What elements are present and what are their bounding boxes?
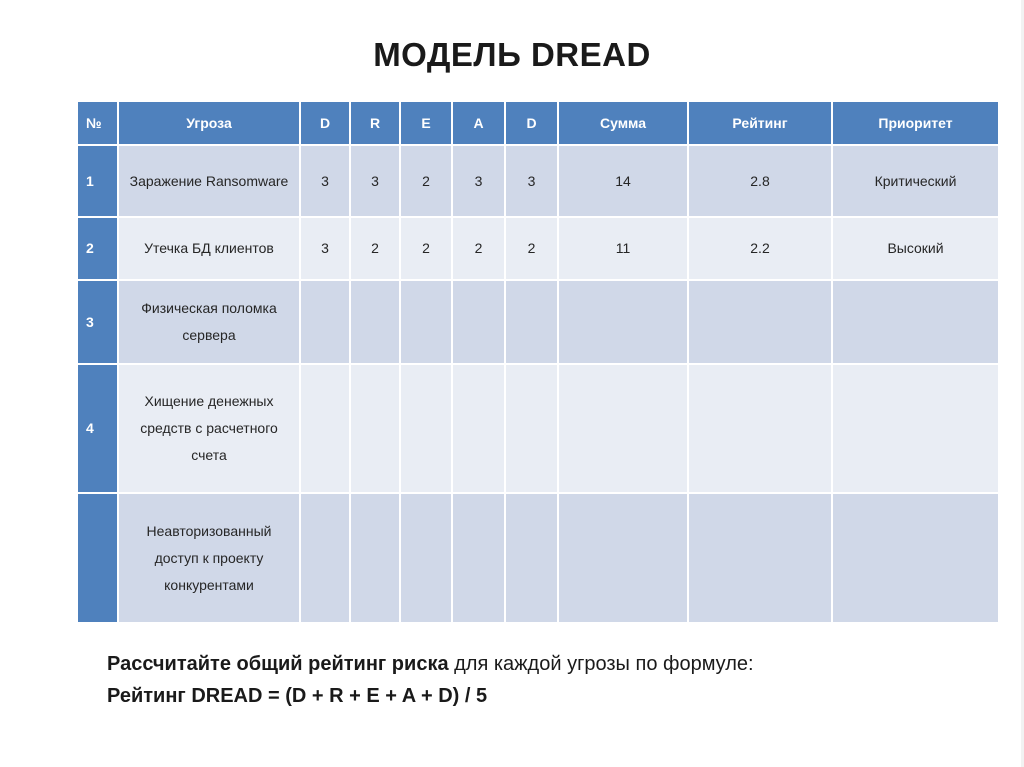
rating-cell	[688, 280, 832, 364]
threat-cell: Физическая поломка сервера	[118, 280, 300, 364]
instruction-line	[107, 648, 754, 680]
header-sum: Сумма	[558, 101, 688, 145]
priority-cell	[832, 493, 999, 623]
header-priority: Приоритет	[832, 101, 999, 145]
header-affected-users: A	[452, 101, 505, 145]
header-threat: Угроза	[118, 101, 300, 145]
instruction-bold-text: Рассчитайте общий рейтинг риска	[107, 653, 449, 675]
damage-cell: 3	[300, 217, 350, 280]
threat-cell: Утечка БД клиентов	[118, 217, 300, 280]
reproducibility-cell: 3	[350, 145, 400, 217]
damage-cell	[300, 364, 350, 493]
damage-cell	[300, 280, 350, 364]
header-discoverability: D	[505, 101, 558, 145]
priority-cell: Высокий	[832, 217, 999, 280]
sum-cell: 14	[558, 145, 688, 217]
discoverability-cell	[505, 280, 558, 364]
table-row	[77, 217, 999, 280]
priority-cell	[832, 364, 999, 493]
reproducibility-cell	[350, 493, 400, 623]
rating-cell: 2.8	[688, 145, 832, 217]
dread-table	[76, 100, 1000, 624]
header-reproducibility: R	[350, 101, 400, 145]
discoverability-cell: 2	[505, 217, 558, 280]
affected-users-cell	[452, 280, 505, 364]
row-number: 1	[77, 145, 118, 217]
discoverability-cell	[505, 364, 558, 493]
affected-users-cell	[452, 364, 505, 493]
affected-users-cell: 2	[452, 217, 505, 280]
row-number	[77, 493, 118, 623]
threat-cell: Неавторизованный доступ к проекту конкурентами	[118, 493, 300, 623]
affected-users-cell: 3	[452, 145, 505, 217]
exploitability-cell	[400, 493, 452, 623]
exploitability-cell	[400, 364, 452, 493]
damage-cell	[300, 493, 350, 623]
row-number: 4	[77, 364, 118, 493]
sum-cell: 11	[558, 217, 688, 280]
slide-title: МОДЕЛЬ DREAD	[373, 36, 651, 73]
sum-cell	[558, 493, 688, 623]
reproducibility-cell: 2	[350, 217, 400, 280]
reproducibility-cell	[350, 280, 400, 364]
formula-line	[107, 680, 754, 712]
affected-users-cell	[452, 493, 505, 623]
header-number: №	[77, 101, 118, 145]
row-number: 3	[77, 280, 118, 364]
sum-cell	[558, 280, 688, 364]
header-damage: D	[300, 101, 350, 145]
rating-cell	[688, 493, 832, 623]
table-row	[77, 145, 999, 217]
table-row	[77, 493, 999, 623]
reproducibility-cell	[350, 364, 400, 493]
discoverability-cell: 3	[505, 145, 558, 217]
sum-cell	[558, 364, 688, 493]
priority-cell	[832, 280, 999, 364]
header-rating: Рейтинг	[688, 101, 832, 145]
table-row	[77, 364, 999, 493]
rating-cell: 2.2	[688, 217, 832, 280]
discoverability-cell	[505, 493, 558, 623]
exploitability-cell	[400, 280, 452, 364]
instruction-text: для каждой угрозы по формуле:	[448, 653, 754, 675]
rating-cell	[688, 364, 832, 493]
damage-cell: 3	[300, 145, 350, 217]
priority-cell: Критический	[832, 145, 999, 217]
table-row	[77, 280, 999, 364]
threat-cell: Заражение Ransomware	[118, 145, 300, 217]
table-header-row	[77, 101, 999, 145]
exploitability-cell: 2	[400, 217, 452, 280]
instructions	[107, 648, 754, 712]
threat-cell: Хищение денежных средств с расчетного счета	[118, 364, 300, 493]
exploitability-cell: 2	[400, 145, 452, 217]
formula-text: Рейтинг DREAD = (D + R + E + A + D) / 5	[107, 685, 488, 707]
header-exploitability: E	[400, 101, 452, 145]
row-number: 2	[77, 217, 118, 280]
